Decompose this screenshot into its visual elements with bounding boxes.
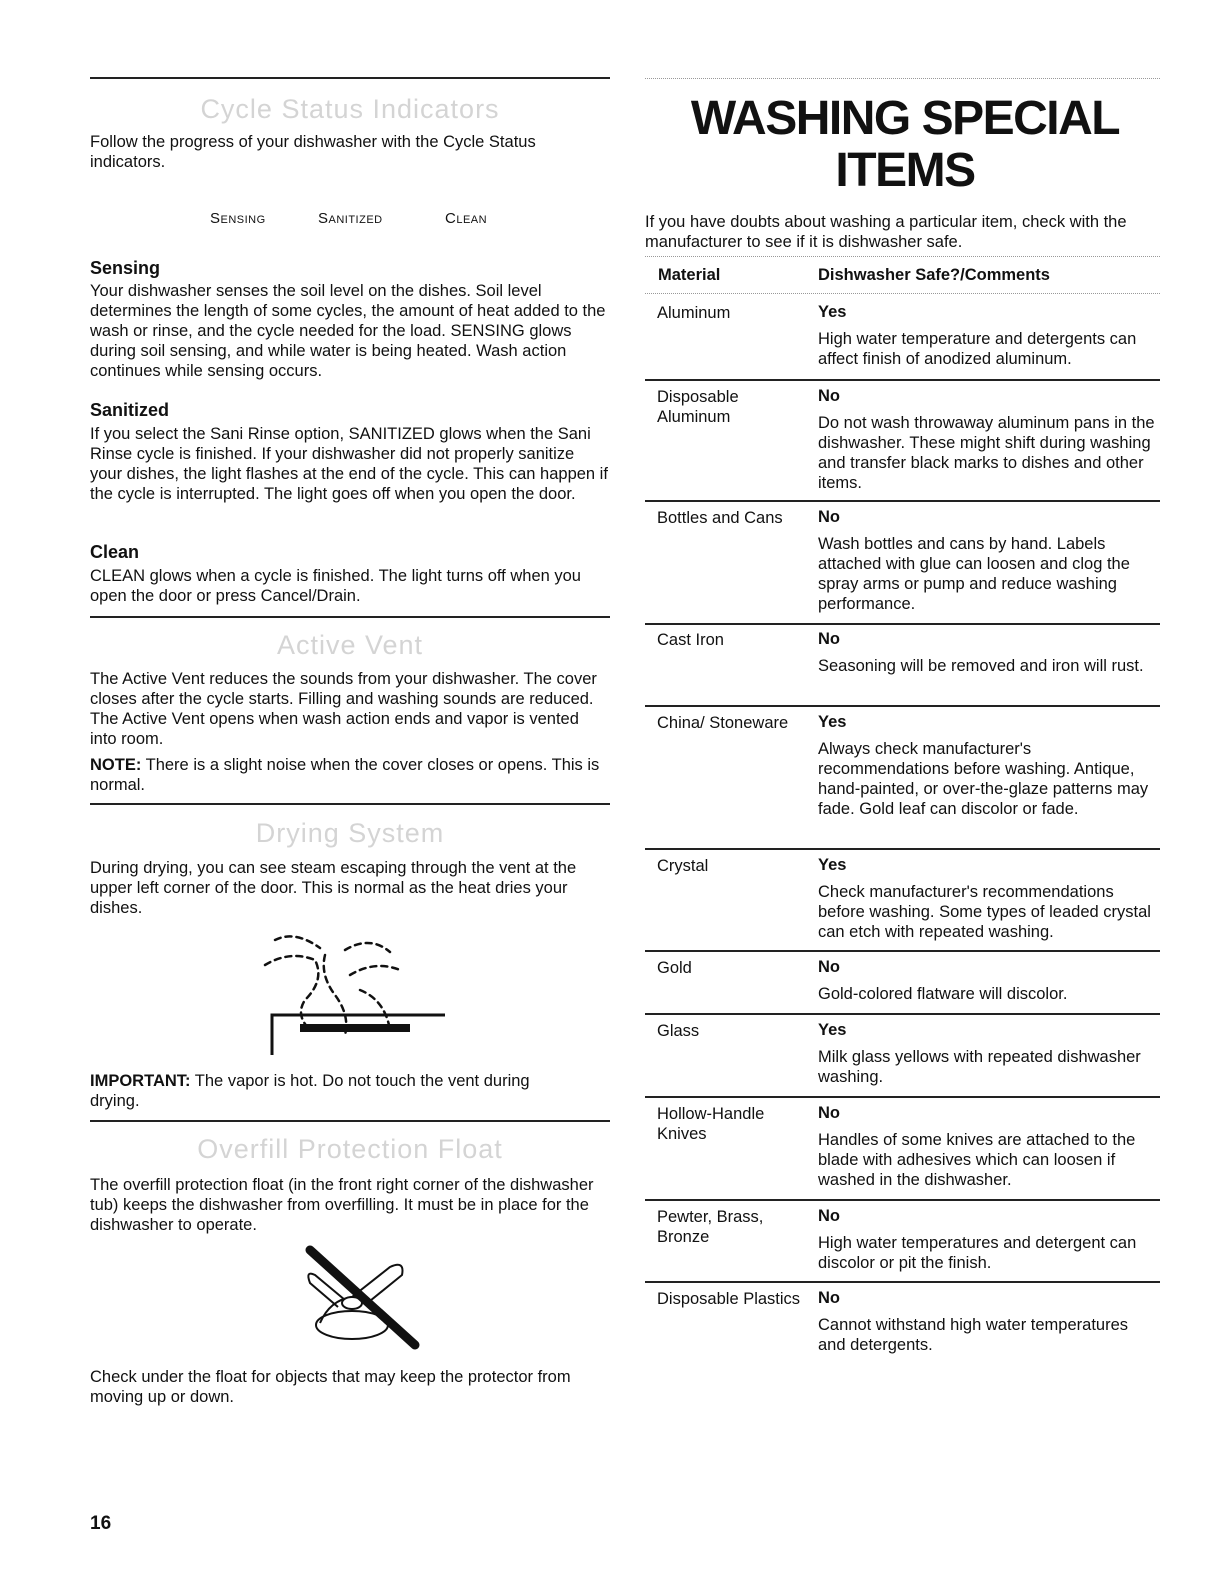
row-separator bbox=[645, 379, 1160, 381]
active-vent-title: Active Vent bbox=[276, 630, 424, 660]
row-separator bbox=[645, 623, 1160, 625]
sanitized-text: If you select the Sani Rinse option, SANITIZED glows when the Sani Rinse cycle is finished. If your dishwasher did not properly sanitize your dishes, the light flashes at the end of the cycle. This can happen if the cycle is interrupted. The light goes off when you open the door. bbox=[90, 425, 608, 503]
row-verdict: Yes bbox=[818, 713, 847, 731]
top-rule-right bbox=[645, 78, 1160, 79]
rule-drying bbox=[90, 803, 610, 805]
table-header-rule bbox=[645, 293, 1160, 294]
row-material: Gold bbox=[657, 959, 692, 977]
drying-system-title: Drying System bbox=[255, 818, 445, 848]
row-separator bbox=[645, 1199, 1160, 1201]
clean-heading: Clean bbox=[90, 542, 140, 562]
row-verdict: Yes bbox=[818, 856, 847, 874]
row-comment: Cannot withstand high water temperatures and detergents. bbox=[818, 1316, 1129, 1354]
sensing-text: Your dishwasher senses the soil level on the dishes. Soil level determines the length of some cycles, the amount of heat added to the wash or rinse, and the cycle needed for the load. SENSING glows during soil sensing, and while water is being heated. Wash action continues while sensing occurs. bbox=[90, 282, 606, 380]
sanitized-heading: Sanitized bbox=[90, 400, 170, 420]
row-verdict: No bbox=[818, 1104, 840, 1122]
row-separator bbox=[645, 1013, 1160, 1015]
dishwasher-door-edge bbox=[272, 1015, 445, 1055]
drying-important: IMPORTANT: The vapor is hot. Do not touch the vent during drying. bbox=[90, 1072, 530, 1110]
row-verdict: No bbox=[818, 387, 840, 405]
row-separator bbox=[645, 1096, 1160, 1098]
sensing-heading: Sensing bbox=[90, 258, 161, 278]
row-comment: Do not wash throwaway aluminum pans in the dishwasher. These might shift during washing and transfer black marks to dishes and other items. bbox=[818, 414, 1155, 492]
row-separator bbox=[645, 1281, 1160, 1283]
row-verdict: Yes bbox=[818, 1021, 847, 1039]
row-material: Aluminum bbox=[657, 304, 731, 322]
title-line-1: WASHING SPECIAL bbox=[690, 92, 1120, 145]
row-comment: Wash bottles and cans by hand. Labels attached with glue can loosen and clog the spray arms or pump and reduce washing performance. bbox=[818, 535, 1130, 613]
row-verdict: No bbox=[818, 1207, 840, 1225]
active-vent-text: The Active Vent reduces the sounds from your dishwasher. The cover closes after the cycle starts. Filling and washing sounds are reduced. The Active Vent opens when wash action ends and vapor is vented into room. bbox=[90, 670, 597, 748]
row-comment: Seasoning will be removed and iron will rust. bbox=[818, 657, 1144, 675]
indicator-sanitized: Sanitized bbox=[318, 210, 383, 227]
cycle-status-intro: Follow the progress of your dishwasher with the Cycle Status indicators. bbox=[90, 133, 536, 171]
row-material: Glass bbox=[657, 1022, 700, 1040]
row-material: Crystal bbox=[657, 857, 709, 875]
row-separator bbox=[645, 500, 1160, 502]
overfill-float-illustration bbox=[290, 1245, 420, 1350]
row-separator bbox=[645, 950, 1160, 952]
row-separator bbox=[645, 705, 1160, 707]
row-verdict: No bbox=[818, 508, 840, 526]
rule-overfill bbox=[90, 1120, 610, 1122]
row-separator bbox=[645, 848, 1160, 850]
row-material: Disposable Aluminum bbox=[657, 388, 739, 426]
overfill-text: The overfill protection float (in the front right corner of the dishwasher tub) keeps the dishwasher from overfilling. It must be in place for the dishwasher to operate. bbox=[90, 1176, 594, 1234]
clean-text: CLEAN glows when a cycle is finished. The light turns off when you open the door or press Cancel/Drain. bbox=[90, 567, 581, 605]
top-rule-left bbox=[90, 77, 610, 79]
vent-opening bbox=[300, 1024, 410, 1032]
row-verdict: Yes bbox=[818, 303, 847, 321]
row-verdict: No bbox=[818, 1289, 840, 1307]
row-comment: Gold-colored flatware will discolor. bbox=[818, 985, 1068, 1003]
steam-vent-illustration bbox=[250, 920, 450, 1060]
row-verdict: No bbox=[818, 630, 840, 648]
row-verdict: No bbox=[818, 958, 840, 976]
washing-intro: If you have doubts about washing a particular item, check with the manufacturer to see if it is dishwasher safe. bbox=[645, 213, 1127, 251]
row-material: Bottles and Cans bbox=[657, 509, 783, 527]
overfill-check-text: Check under the float for objects that may keep the protector from moving up or down. bbox=[90, 1368, 571, 1406]
row-comment: Handles of some knives are attached to the blade with adhesives which can loosen if washed in the dishwasher. bbox=[818, 1131, 1136, 1189]
table-top-rule bbox=[645, 256, 1160, 257]
row-material: Pewter, Brass, Bronze bbox=[657, 1208, 764, 1246]
title-line-2: ITEMS bbox=[835, 144, 975, 197]
row-material: Disposable Plastics bbox=[657, 1290, 801, 1308]
row-comment: High water temperature and detergents can affect finish of anodized aluminum. bbox=[818, 330, 1137, 368]
row-comment: High water temperatures and detergent can discolor or pit the finish. bbox=[818, 1234, 1137, 1272]
rule-active-vent bbox=[90, 616, 610, 618]
row-comment: Milk glass yellows with repeated dishwasher washing. bbox=[818, 1048, 1141, 1086]
indicator-clean: Clean bbox=[445, 210, 488, 227]
page-number: 16 bbox=[90, 1513, 112, 1534]
drying-text: During drying, you can see steam escaping through the vent at the upper left corner of the door. This is normal as the heat dries your dishes. bbox=[90, 859, 577, 917]
row-comment: Check manufacturer's recommendations before washing. Some types of leaded crystal can etch with repeated washing. bbox=[818, 883, 1151, 941]
overfill-title: Overfill Protection Float bbox=[197, 1134, 503, 1164]
col-header-material: Material bbox=[658, 266, 721, 284]
indicator-sensing: Sensing bbox=[210, 210, 266, 227]
active-vent-note: NOTE: There is a slight noise when the cover closes or opens. This is normal. bbox=[90, 756, 600, 794]
row-comment: Always check manufacturer's recommendations before washing. Antique, hand-painted, or over-the-glaze patterns may fade. Gold leaf can discolor or fade. bbox=[818, 740, 1149, 818]
row-material: China/ Stoneware bbox=[657, 714, 789, 732]
washing-special-items-title bbox=[645, 93, 1165, 197]
row-material: Hollow-Handle Knives bbox=[657, 1105, 765, 1143]
row-material: Cast Iron bbox=[657, 631, 724, 649]
col-header-comments: Dishwasher Safe?/Comments bbox=[818, 266, 1050, 284]
cycle-status-title: Cycle Status Indicators bbox=[200, 94, 500, 124]
